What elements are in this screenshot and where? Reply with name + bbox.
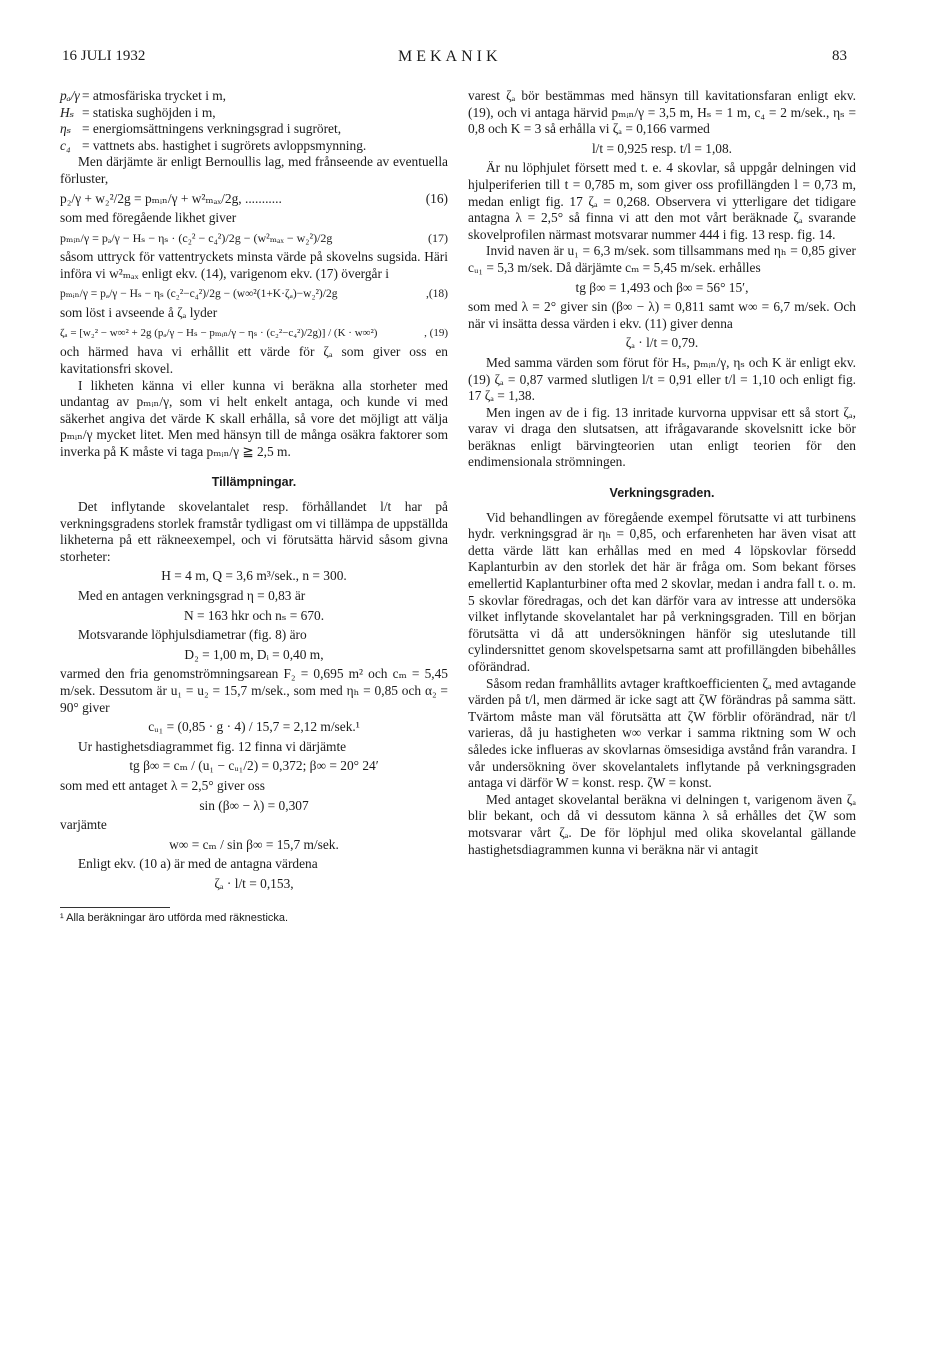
equation: sin (β∞ − λ) = 0,307 [199,797,309,813]
paragraph: som med ett antaget λ = 2,5° giver oss [60,777,265,793]
symbol-definitions [60,88,448,154]
right-column [468,88,856,858]
equation-17 [60,230,448,247]
paragraph: Är nu löphjulet försett med t. e. 4 skovlar, så uppgår delningen vid hjulperiferien till t = 0,785 m, som giver oss profillängden l = 0,73 m, medan enligt fig. 17 ζₐ = 0,268. Observera vi ytterligare det tidigare antagna λ = 2,5° så finna vi att den mot vårt beräknade ζₐ svarande skovelprofilen närmast motsvarar nummer 444 i fig. 13 resp. fig. 14. [468,160,856,242]
definition-text: = energiomsättningens verkningsgrad i sugröret, [82,121,342,137]
header-title: MEKANIK [398,48,502,65]
equation: w∞ = cₘ / sin β∞ = 15,7 m/sek. [169,836,339,852]
equation: tg β∞ = cₘ / (u₁ − cᵤ₁/2) = 0,372; β∞ = 20° 24′ [129,758,379,774]
definition-item [60,138,448,155]
paragraph: Såsom redan framhållits avtager kraftkoefficienten ζₐ med avtagande värden på t/l, men därmed är icke sagt att ζW förändras på samma sätt. Tvärtom måste man väl förutsätta att ζW förblir oförändrad, när t/l varieras, då ju hastigheten w∞ verkar i samma riktning som W och således icke influeras av skovlarnas ömsesidiga avstånd från varandra. I vår undersökning över skovelantalets inflytande på verkningsgraden antaga vi därför W = konst. resp. ζW = konst. [468,675,856,791]
definition-symbol: ηₛ [60,121,72,137]
equation: D₂ = 1,00 m, Dᵢ = 0,40 m, [184,646,324,662]
page-number: 83 [832,48,847,64]
definition-item [60,121,448,138]
equation-16 [60,191,448,208]
paragraph: Men därjämte är enligt Bernoullis lag, med frånseende av eventuella förluster, [60,154,448,186]
paragraph: som med föregående likhet giver [60,210,237,226]
paragraph: Ur hastighetsdiagrammet fig. 12 finna vi därjämte [78,738,347,754]
equation: H = 4 m, Q = 3,6 m³/sek., n = 300. [161,568,347,584]
paragraph: Med samma värden som förut för Hₛ, pₘᵢₙ/γ, ηₛ och K är enligt ekv. (19) ζₐ = 0,87 varmed slutligen l/t = 0,91 eller t/l = 1,10 och enligt fig. 17 ζₐ = 1,38. [468,354,856,404]
paragraph: som med λ = 2° giver sin (β∞ − λ) = 0,811 samt w∞ = 6,7 m/sek. Och när vi insätta dessa värden i ekv. (11) giver denna [468,299,856,331]
paragraph: varmed den fria genomströmningsarean F₂ = 0,695 m² och cₘ = 5,45 m/sek. Dessutom är u₁ = u₂ = 15,7 m/sek., som med ηₕ = 0,85 och α₂ = 90° giver [60,666,448,715]
footnote-rule [60,907,170,908]
paragraph: Med antaget skovelantal beräkna vi delningen t, varigenom även ζₐ blir bekant, och då vi dessutom känna λ så erhålles det ζW som motsvarar vårt ζₐ. De för löphjul med olika skovelantal gällande hastighetsdiagrammen kunna vi beräkna när vi antagit [468,791,856,857]
left-column [60,88,448,925]
equation-number: (16) [425,190,448,206]
footnote: ¹ Alla beräkningar äro utförda med räknesticka. [60,911,289,924]
definition-symbol: c₄ [60,137,71,153]
paragraph: Med en antagen verkningsgrad η = 0,83 är [78,588,306,604]
paragraph: I likheten känna vi eller kunna vi beräkna alla storheter med undantag av pₘᵢₙ/γ, som vi helt enkelt antaga, och kunde vi med säkerhet angiva det värde K skall erhålla, så vore det möjligt att välja pₘᵢₙ/γ mycket litet. Men med hänsyn till de många osäkra faktorer som inverka på K måste vi taga pₘᵢₙ/γ ≧ 2,5 m. [60,377,448,459]
definition-symbol: Hₛ [60,104,75,120]
definition-item [60,88,448,105]
paragraph: och härmed hava vi erhållit ett värde för ζₐ som giver oss en kavitationsfri skovel. [60,344,448,376]
equation: ζₐ · l/t = 0,79. [625,335,699,351]
equation: cᵤ₁ = (0,85 · g · 4) / 15,7 = 2,12 m/sek.¹ [148,719,360,735]
equation-number: (17) [428,230,448,245]
definition-text: = vattnets abs. hastighet i sugrörets avloppsmynning. [82,137,367,153]
paragraph: Enligt ekv. (10 a) är med de antagna värdena [78,856,318,872]
equation-number: ,(18) [425,287,448,300]
paragraph: Motsvarande löphjulsdiametrar (fig. 8) äro [78,627,307,643]
equation-18 [60,286,448,303]
equation: N = 163 hkr och nₛ = 670. [183,607,325,623]
header-date: 16 JULI 1932 [62,48,146,64]
equation-body: ζₐ = [w₂² − w∞² + 2g (pₐ/γ − Hₛ − pₘᵢₙ/γ − ηₛ · (c₂²−c₄²)/2g)] / (K · w∞²) [60,326,378,339]
paragraph: Det inflytande skovelantalet resp. förhållandet l/t har på verkningsgradens storlek framstår tydligast om vi tillämpa de uppställda likheterna på ett räkneexempel, och vi förutsätta härvid såsom givna storheter: [60,499,448,564]
equation: tg β∞ = 1,493 och β∞ = 56° 15′, [575,279,749,295]
paragraph: som löst i avseende å ζₐ lyder [60,305,218,321]
paragraph: såsom uttryck för vattentryckets minsta värde på skovelns sugsida. Häri införa vi w²ₘₐₓ enligt ekv. (14), varigenom ekv. (17) övergår i [60,249,448,281]
paragraph: Men ingen av de i fig. 13 inritade kurvorna uppvisar ett så stort ζₐ, varav vi draga den slutsatsen, att ifrågavarande skovelsnitt icke bör beräknas enligt bärvingteorien utan enligt teorien för den endimensionala strömningen. [468,404,856,470]
equation-body: pₘᵢₙ/γ = pₐ/γ − Hₛ − ηₛ · (c₂² − c₄²)/2g − (w²ₘₐₓ − w₂²)/2g [60,230,333,245]
equation: l/t = 0,925 resp. t/l = 1,08. [591,140,733,156]
definition-text: = atmosfäriska trycket i m, [82,88,227,103]
equation: ζₐ · l/t = 0,153, [214,875,294,891]
definition-item [60,105,448,122]
equation-body: pₘᵢₙ/γ = pₐ/γ − Hₛ − ηₛ (c₂²−c₄²)/2g − (w∞²(1+K·ζₐ)−w₂²)/2g [60,287,338,300]
section-heading: Tillämpningar. [211,475,297,490]
paragraph: Vid behandlingen av föregående exempel förutsatte vi att turbinens hydr. verkningsgrad är ηₕ = 0,85, och erfarenheten har även visat att detta värde lätt kan erhållas med en med 4 löpskovlar försedd Kaplanturbin av den storlek det här är fråga om. Som bekant förses emellertid Kaplanturbiner ofta med 2 skovlar, medan i andra fall t. o. m. 5 skovlar föredragas, och det kan därför vara av intresse att undersöka vilket inflytande skovelantalet har på verkningsgraden. Till en början förutsätta vi då att undersökningen hänför sig uteslutande till cylindersnittet genom skovelspetsarna samt att profillängden bibehålles oförändrad. [468,509,856,674]
definition-symbol: pₐ/γ [60,88,80,103]
paragraph: Invid naven är u₁ = 6,3 m/sek. som tillsammans med ηₕ = 0,85 giver cᵤ₁ = 5,3 m/sek. Då därjämte cₘ = 5,45 m/sek. erhålles [468,243,856,275]
paragraph: varest ζₐ bör bestämmas med hänsyn till kavitationsfaran enligt ekv. (19), och vi antaga härvid pₘᵢₙ/γ = 3,5 m, Hₛ = 1 m, c₄ = 2 m/sek., ηₛ = 0,8 och K = 3 så erhålla vi ζₐ = 0,166 varmed [468,88,856,137]
equation-19 [60,325,448,342]
definition-text: = statiska sughöjden i m, [82,104,216,120]
equation-number: , (19) [424,326,448,339]
section-heading: Verkningsgraden. [609,486,715,501]
paragraph: varjämte [60,817,107,833]
equation-body: p₂/γ + w₂²/2g = pₘᵢₙ/γ + w²ₘₐₓ/2g, ........... [60,190,282,206]
